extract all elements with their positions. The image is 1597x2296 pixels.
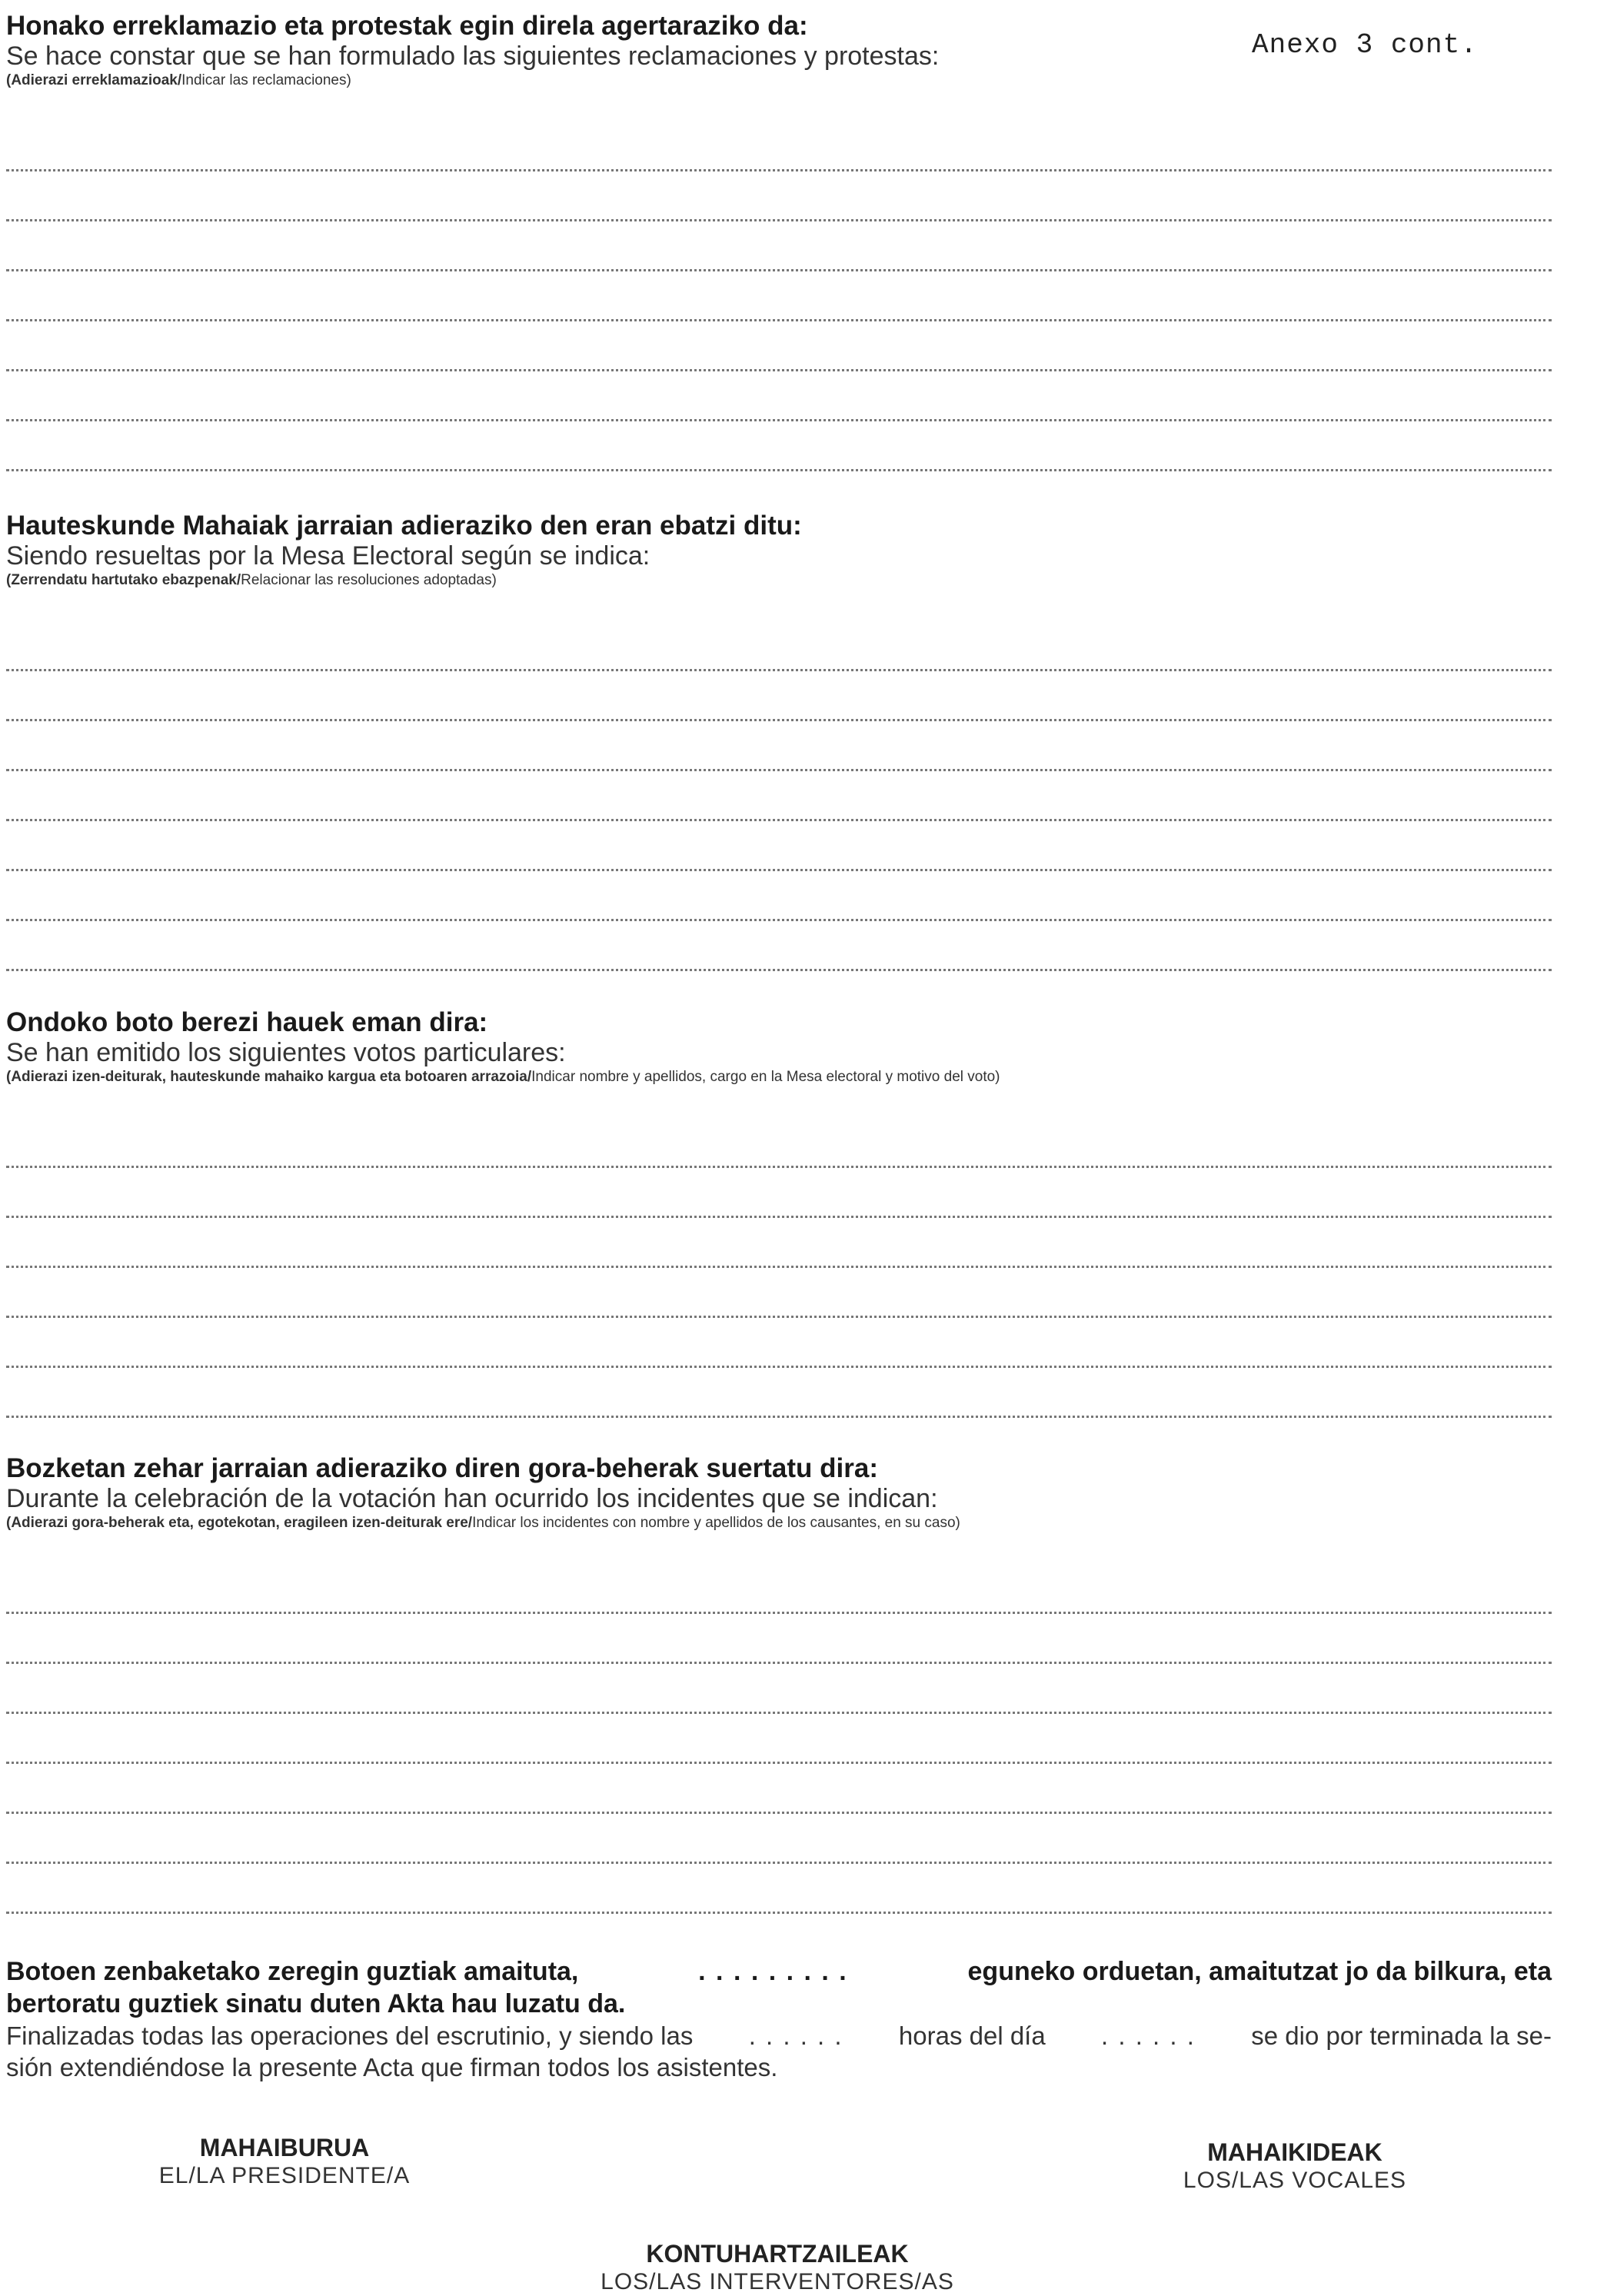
writing-line[interactable] [6,1714,1552,1764]
instruction-es: Indicar los incidentes con nombre y apellidos de los causantes, en su caso) [472,1515,960,1531]
writing-line[interactable] [6,921,1552,971]
writing-line[interactable] [6,1614,1552,1664]
closing-eu-blank-day[interactable]: . . . . . . . . . [698,1957,848,1986]
section-title-eu: Honako erreklamazio eta protestak egin direla agertaraziko da: [6,11,808,41]
closing-es-blank-hours[interactable]: . . . . . . [748,2021,843,2050]
writing-line[interactable] [6,1168,1552,1218]
signature-auditors [547,2239,1008,2296]
writing-line[interactable] [6,871,1552,921]
annex-label: Anexo 3 cont. [1252,29,1478,61]
writing-line[interactable] [6,821,1552,871]
writing-line[interactable] [6,171,1552,221]
section-incidents [6,1453,1552,1533]
writing-line[interactable] [6,1318,1552,1368]
writing-line[interactable] [6,421,1552,471]
section-title-eu: Bozketan zehar jarraian adieraziko diren gora-beherak suertatu dira: [6,1453,878,1483]
writing-line[interactable] [6,721,1552,771]
closing-eu-text-b: eguneko orduetan, amaitutzat jo da bilkura, eta [967,1957,1552,1986]
signature-president-eu: MAHAIBURUA [199,2134,370,2161]
signature-vocals-es: LOS/LAS VOCALES [1183,2168,1407,2193]
writing-line[interactable] [6,771,1552,821]
closing-eu-line-1 [6,1955,1552,1988]
writing-line[interactable] [6,1664,1552,1714]
writing-line[interactable] [6,271,1552,321]
writing-line[interactable] [6,671,1552,721]
instruction-es: Indicar nombre y apellidos, cargo en la Mesa electoral y motivo del voto) [531,1069,1000,1085]
writing-lines-incidents [6,1564,1552,1914]
closing-es-line-2: sión extendiéndose la presente Acta que firman todos los asistentes. [6,2053,778,2081]
section-instruction [6,571,1552,591]
closing-eu-text-a: Botoen zenbaketako zeregin guztiak amaituta, [6,1957,579,1986]
section-title-es: Se han emitido los siguientes votos particulares: [6,1038,566,1067]
instruction-eu: (Adierazi gora-beherak eta, egotekotan, eragileen izen-deiturak ere/ [6,1515,473,1531]
writing-line[interactable] [6,1268,1552,1318]
closing-es-line-1 [6,2020,1552,2051]
writing-lines-resolutions [6,621,1552,971]
writing-line[interactable] [6,1564,1552,1614]
signature-auditors-es: LOS/LAS INTERVENTORES/AS [601,2269,954,2294]
writing-line[interactable] [6,1118,1552,1168]
section-reclamations [6,11,1552,91]
writing-line[interactable] [6,1814,1552,1864]
writing-line[interactable] [6,1368,1552,1418]
instruction-eu: (Adierazi erreklamazioak/ [6,72,182,88]
instruction-eu: (Zerrendatu hartutako ebazpenak/ [6,572,241,588]
signature-president-es: EL/LA PRESIDENTE/A [158,2163,411,2188]
instruction-es: Indicar las reclamaciones) [181,72,351,88]
closing-es-text-a: Finalizadas todas las operaciones del escrutinio, y siendo las [6,2021,694,2050]
writing-line[interactable] [6,621,1552,671]
closing-es-text-c: se dio por terminada la se- [1251,2021,1552,2050]
signature-vocals-eu: MAHAIKIDEAK [1207,2138,1382,2166]
signature-president [54,2133,515,2190]
signature-vocals [1064,2138,1525,2195]
writing-line[interactable] [6,1764,1552,1814]
signature-auditors-eu: KONTUHARTZAILEAK [646,2240,909,2268]
writing-line[interactable] [6,1218,1552,1268]
section-title-es: Se hace constar que se han formulado las siguientes reclamaciones y protestas: [6,42,940,71]
closing-es-text-b: horas del día [898,2021,1046,2050]
section-title-es: Durante la celebración de la votación han ocurrido los incidentes que se indican: [6,1484,938,1513]
section-instruction [6,1067,1552,1087]
section-particular-votes [6,1007,1552,1087]
instruction-es: Relacionar las resoluciones adoptadas) [241,572,497,588]
closing-es-blank-day[interactable]: . . . . . . [1101,2021,1196,2050]
closing-eu-line-2: bertoratu guztiek sinatu duten Akta hau luzatu da. [6,1989,626,2018]
section-instruction [6,1513,1552,1533]
section-title-eu: Ondoko boto berezi hauek eman dira: [6,1007,488,1037]
writing-line[interactable] [6,321,1552,371]
writing-line[interactable] [6,221,1552,271]
writing-line[interactable] [6,371,1552,421]
closing-statement [6,1955,1552,2083]
writing-line[interactable] [6,121,1552,171]
section-title-eu: Hauteskunde Mahaiak jarraian adieraziko den eran ebatzi ditu: [6,511,802,541]
writing-line[interactable] [6,1864,1552,1914]
writing-lines-particular-votes [6,1118,1552,1418]
section-instruction [6,71,1552,91]
instruction-eu: (Adierazi izen-deiturak, hauteskunde mahaiko kargua eta botoaren arrazoia/ [6,1069,532,1085]
writing-lines-reclamations [6,121,1552,471]
section-title-es: Siendo resueltas por la Mesa Electoral según se indica: [6,541,650,571]
section-resolutions [6,511,1552,591]
